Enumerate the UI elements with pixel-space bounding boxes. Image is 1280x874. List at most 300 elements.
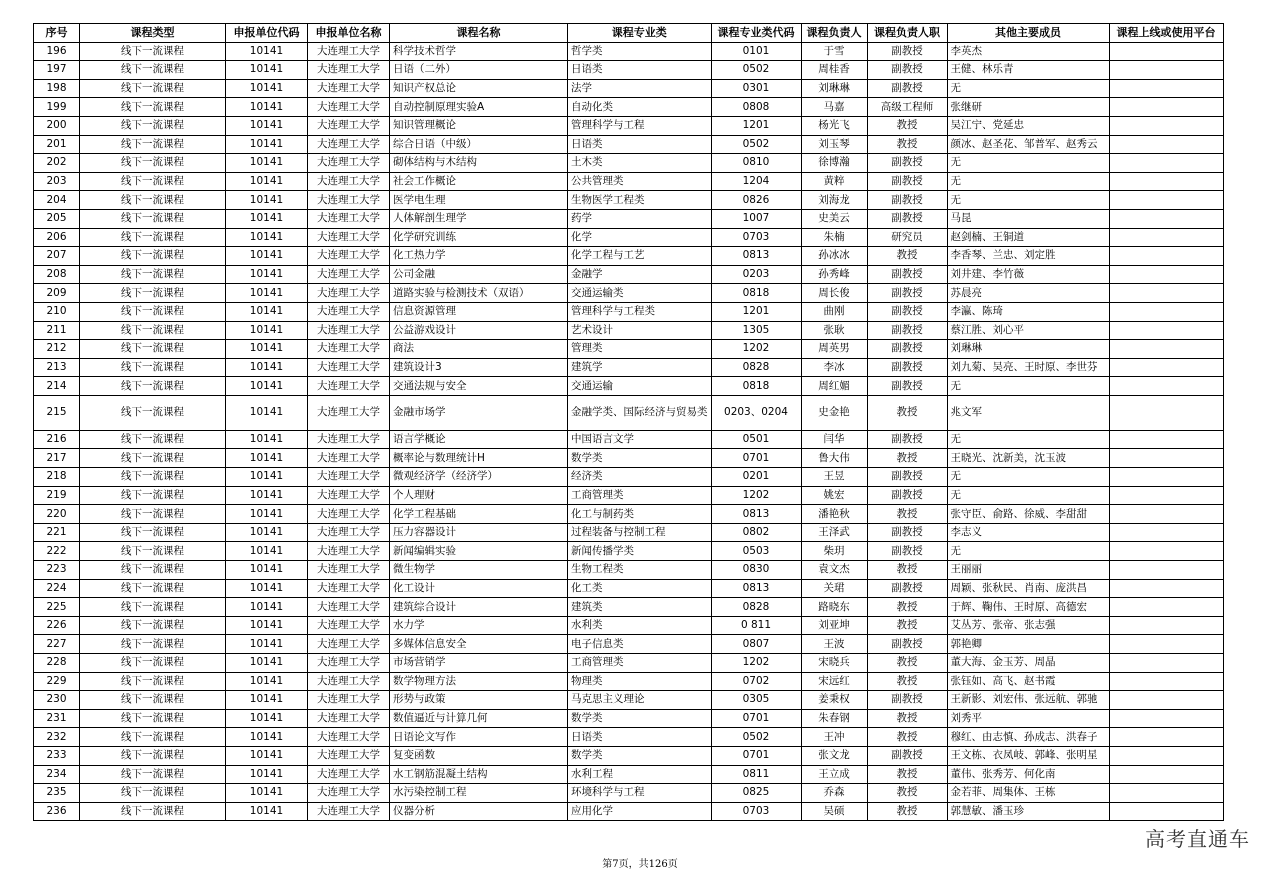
platform-cell [1109, 635, 1223, 654]
course-name-cell: 科学技术哲学 [390, 42, 568, 61]
platform-cell [1109, 61, 1223, 80]
other-members-cell: 苏晨亮 [947, 284, 1109, 303]
other-members-cell: 张守臣、俞路、徐威、李甜甜 [947, 505, 1109, 524]
unit-name-cell: 大连理工大学 [308, 430, 390, 449]
course-category-cell: 交通运输 [568, 377, 712, 396]
course-name-cell: 自动控制原理实验A [390, 98, 568, 117]
course-leader-cell: 宋远红 [801, 672, 867, 691]
other-members-cell: 颜冰、赵圣花、邹普军、赵秀云 [947, 135, 1109, 154]
leader-title-cell: 副教授 [867, 542, 947, 561]
course-category-cell: 建筑学 [568, 358, 712, 377]
unit-code-cell: 10141 [226, 579, 308, 598]
course-leader-cell: 周红媚 [801, 377, 867, 396]
course-type-cell: 线下一流课程 [80, 802, 226, 821]
table-row [34, 616, 1224, 635]
unit-code-cell: 10141 [226, 691, 308, 710]
course-category-cell: 建筑类 [568, 598, 712, 617]
row-number-cell: 198 [34, 79, 80, 98]
course-category-cell: 新闻传播学类 [568, 542, 712, 561]
other-members-cell: 刘井建、李竹薇 [947, 265, 1109, 284]
table-row [34, 302, 1224, 321]
row-number-cell: 220 [34, 505, 80, 524]
table-row [34, 265, 1224, 284]
course-type-cell: 线下一流课程 [80, 321, 226, 340]
category-code-cell: 1202 [711, 340, 801, 359]
row-number-cell: 219 [34, 486, 80, 505]
platform-cell [1109, 284, 1223, 303]
other-members-cell: 无 [947, 191, 1109, 210]
row-number-cell: 230 [34, 691, 80, 710]
other-members-cell: 穆红、由志慎、孙成志、洪春子 [947, 728, 1109, 747]
unit-code-cell: 10141 [226, 209, 308, 228]
row-number-cell: 209 [34, 284, 80, 303]
category-code-cell: 1007 [711, 209, 801, 228]
category-code-cell: 0703 [711, 228, 801, 247]
category-code-cell: 0811 [711, 765, 801, 784]
leader-title-cell: 教授 [867, 616, 947, 635]
row-number-cell: 232 [34, 728, 80, 747]
course-type-cell: 线下一流课程 [80, 265, 226, 284]
leader-title-cell: 副教授 [867, 486, 947, 505]
unit-name-cell: 大连理工大学 [308, 247, 390, 266]
unit-code-cell: 10141 [226, 377, 308, 396]
leader-title-cell: 教授 [867, 765, 947, 784]
other-members-cell: 无 [947, 172, 1109, 191]
unit-name-cell: 大连理工大学 [308, 172, 390, 191]
category-code-cell: 0828 [711, 598, 801, 617]
header-cell: 申报单位名称 [308, 24, 390, 43]
course-type-cell: 线下一流课程 [80, 542, 226, 561]
platform-cell [1109, 802, 1223, 821]
leader-title-cell: 副教授 [867, 321, 947, 340]
other-members-cell: 郭艳卿 [947, 635, 1109, 654]
course-type-cell: 线下一流课程 [80, 135, 226, 154]
leader-title-cell: 教授 [867, 505, 947, 524]
course-category-cell: 工商管理类 [568, 486, 712, 505]
category-code-cell: 0802 [711, 523, 801, 542]
unit-name-cell: 大连理工大学 [308, 616, 390, 635]
course-name-cell: 复变函数 [390, 746, 568, 765]
unit-name-cell: 大连理工大学 [308, 709, 390, 728]
course-type-cell: 线下一流课程 [80, 284, 226, 303]
leader-title-cell: 副教授 [867, 265, 947, 284]
course-leader-cell: 关珺 [801, 579, 867, 598]
unit-name-cell: 大连理工大学 [308, 598, 390, 617]
other-members-cell: 无 [947, 542, 1109, 561]
leader-title-cell: 教授 [867, 135, 947, 154]
course-type-cell: 线下一流课程 [80, 691, 226, 710]
watermark: 高考直通车 [1145, 827, 1250, 851]
platform-cell [1109, 654, 1223, 673]
course-name-cell: 信息资源管理 [390, 302, 568, 321]
leader-title-cell: 教授 [867, 784, 947, 803]
header-cell: 课程负责人职 [867, 24, 947, 43]
course-name-cell: 微生物学 [390, 561, 568, 580]
course-category-cell: 法学 [568, 79, 712, 98]
unit-name-cell: 大连理工大学 [308, 116, 390, 135]
table-row [34, 340, 1224, 359]
course-category-cell: 电子信息类 [568, 635, 712, 654]
course-leader-cell: 刘海龙 [801, 191, 867, 210]
course-category-cell: 艺术设计 [568, 321, 712, 340]
course-type-cell: 线下一流课程 [80, 616, 226, 635]
course-leader-cell: 周长俊 [801, 284, 867, 303]
row-number-cell: 211 [34, 321, 80, 340]
course-type-cell: 线下一流课程 [80, 468, 226, 487]
course-category-cell: 生物医学工程类 [568, 191, 712, 210]
course-name-cell: 水力学 [390, 616, 568, 635]
row-number-cell: 200 [34, 116, 80, 135]
course-name-cell: 道路实验与检测技术（双语） [390, 284, 568, 303]
course-leader-cell: 姚宏 [801, 486, 867, 505]
leader-title-cell: 教授 [867, 116, 947, 135]
row-number-cell: 226 [34, 616, 80, 635]
header-row [34, 24, 1224, 43]
category-code-cell: 0808 [711, 98, 801, 117]
table-row [34, 79, 1224, 98]
category-code-cell: 0305 [711, 691, 801, 710]
table-row [34, 116, 1224, 135]
row-number-cell: 227 [34, 635, 80, 654]
platform-cell [1109, 449, 1223, 468]
platform-cell [1109, 265, 1223, 284]
unit-code-cell: 10141 [226, 598, 308, 617]
header-cell: 课程类型 [80, 24, 226, 43]
unit-code-cell: 10141 [226, 654, 308, 673]
course-category-cell: 管理科学与工程 [568, 116, 712, 135]
table-row [34, 135, 1224, 154]
course-type-cell: 线下一流课程 [80, 523, 226, 542]
platform-cell [1109, 228, 1223, 247]
course-leader-cell: 刘亚坤 [801, 616, 867, 635]
course-leader-cell: 鲁大伟 [801, 449, 867, 468]
unit-name-cell: 大连理工大学 [308, 42, 390, 61]
course-category-cell: 化工类 [568, 579, 712, 598]
leader-title-cell: 副教授 [867, 209, 947, 228]
other-members-cell: 无 [947, 486, 1109, 505]
other-members-cell: 金若菲、周集体、王栋 [947, 784, 1109, 803]
table-row [34, 672, 1224, 691]
unit-code-cell: 10141 [226, 358, 308, 377]
category-code-cell: 0502 [711, 728, 801, 747]
category-code-cell: 0701 [711, 709, 801, 728]
platform-cell [1109, 135, 1223, 154]
category-code-cell: 0813 [711, 247, 801, 266]
platform-cell [1109, 79, 1223, 98]
category-code-cell: 1305 [711, 321, 801, 340]
unit-name-cell: 大连理工大学 [308, 79, 390, 98]
course-name-cell: 压力容器设计 [390, 523, 568, 542]
course-type-cell: 线下一流课程 [80, 505, 226, 524]
unit-name-cell: 大连理工大学 [308, 486, 390, 505]
unit-code-cell: 10141 [226, 340, 308, 359]
course-leader-cell: 于雪 [801, 42, 867, 61]
row-number-cell: 217 [34, 449, 80, 468]
table-row [34, 284, 1224, 303]
row-number-cell: 214 [34, 377, 80, 396]
course-category-cell: 土木类 [568, 154, 712, 173]
table-row [34, 154, 1224, 173]
header-cell: 课程上线或使用平台 [1109, 24, 1223, 43]
other-members-cell: 蔡江胜、刘心平 [947, 321, 1109, 340]
row-number-cell: 231 [34, 709, 80, 728]
row-number-cell: 202 [34, 154, 80, 173]
leader-title-cell: 副教授 [867, 340, 947, 359]
course-name-cell: 社会工作概论 [390, 172, 568, 191]
unit-name-cell: 大连理工大学 [308, 98, 390, 117]
category-code-cell: 0501 [711, 430, 801, 449]
unit-name-cell: 大连理工大学 [308, 377, 390, 396]
course-leader-cell: 王立成 [801, 765, 867, 784]
course-name-cell: 建筑综合设计 [390, 598, 568, 617]
course-type-cell: 线下一流课程 [80, 784, 226, 803]
course-category-cell: 交通运输类 [568, 284, 712, 303]
course-type-cell: 线下一流课程 [80, 377, 226, 396]
course-leader-cell: 周英男 [801, 340, 867, 359]
platform-cell [1109, 377, 1223, 396]
course-type-cell: 线下一流课程 [80, 654, 226, 673]
unit-name-cell: 大连理工大学 [308, 579, 390, 598]
unit-code-cell: 10141 [226, 486, 308, 505]
course-name-cell: 概率论与数理统计H [390, 449, 568, 468]
course-leader-cell: 张文龙 [801, 746, 867, 765]
course-category-cell: 化学 [568, 228, 712, 247]
unit-code-cell: 10141 [226, 61, 308, 80]
leader-title-cell: 副教授 [867, 468, 947, 487]
leader-title-cell: 教授 [867, 802, 947, 821]
platform-cell [1109, 358, 1223, 377]
leader-title-cell: 副教授 [867, 302, 947, 321]
course-category-cell: 公共管理类 [568, 172, 712, 191]
unit-name-cell: 大连理工大学 [308, 728, 390, 747]
table-row [34, 523, 1224, 542]
leader-title-cell: 教授 [867, 728, 947, 747]
platform-cell [1109, 172, 1223, 191]
table-row [34, 321, 1224, 340]
course-category-cell: 中国语言文学 [568, 430, 712, 449]
course-leader-cell: 路晓东 [801, 598, 867, 617]
unit-name-cell: 大连理工大学 [308, 561, 390, 580]
unit-name-cell: 大连理工大学 [308, 395, 390, 430]
course-name-cell: 日语论文写作 [390, 728, 568, 747]
unit-code-cell: 10141 [226, 247, 308, 266]
platform-cell [1109, 728, 1223, 747]
platform-cell [1109, 542, 1223, 561]
table-row [34, 247, 1224, 266]
unit-code-cell: 10141 [226, 395, 308, 430]
table-row [34, 691, 1224, 710]
leader-title-cell: 副教授 [867, 61, 947, 80]
unit-code-cell: 10141 [226, 284, 308, 303]
other-members-cell: 赵剑楠、王铜道 [947, 228, 1109, 247]
course-leader-cell: 王波 [801, 635, 867, 654]
course-leader-cell: 王昱 [801, 468, 867, 487]
course-leader-cell: 马嘉 [801, 98, 867, 117]
platform-cell [1109, 98, 1223, 117]
course-name-cell: 知识产权总论 [390, 79, 568, 98]
course-leader-cell: 周桂香 [801, 61, 867, 80]
unit-code-cell: 10141 [226, 154, 308, 173]
course-type-cell: 线下一流课程 [80, 98, 226, 117]
unit-code-cell: 10141 [226, 191, 308, 210]
category-code-cell: 0702 [711, 672, 801, 691]
leader-title-cell: 副教授 [867, 691, 947, 710]
leader-title-cell: 副教授 [867, 172, 947, 191]
unit-code-cell: 10141 [226, 709, 308, 728]
course-leader-cell: 吴硕 [801, 802, 867, 821]
course-leader-cell: 孙秀峰 [801, 265, 867, 284]
course-name-cell: 化学研究训练 [390, 228, 568, 247]
course-name-cell: 人体解剖生理学 [390, 209, 568, 228]
unit-code-cell: 10141 [226, 616, 308, 635]
course-type-cell: 线下一流课程 [80, 42, 226, 61]
course-name-cell: 公益游戏设计 [390, 321, 568, 340]
course-name-cell: 微观经济学（经济学） [390, 468, 568, 487]
header-cell: 其他主要成员 [947, 24, 1109, 43]
other-members-cell: 王新影、刘宏伟、张远航、郭驰 [947, 691, 1109, 710]
platform-cell [1109, 579, 1223, 598]
platform-cell [1109, 468, 1223, 487]
table-row [34, 228, 1224, 247]
platform-cell [1109, 321, 1223, 340]
unit-code-cell: 10141 [226, 672, 308, 691]
leader-title-cell: 副教授 [867, 579, 947, 598]
platform-cell [1109, 42, 1223, 61]
course-leader-cell: 潘艳秋 [801, 505, 867, 524]
course-type-cell: 线下一流课程 [80, 430, 226, 449]
row-number-cell: 212 [34, 340, 80, 359]
leader-title-cell: 教授 [867, 449, 947, 468]
unit-code-cell: 10141 [226, 765, 308, 784]
other-members-cell: 张继研 [947, 98, 1109, 117]
unit-code-cell: 10141 [226, 135, 308, 154]
row-number-cell: 222 [34, 542, 80, 561]
platform-cell [1109, 672, 1223, 691]
header-cell: 课程负责人 [801, 24, 867, 43]
unit-name-cell: 大连理工大学 [308, 523, 390, 542]
course-name-cell: 砌体结构与木结构 [390, 154, 568, 173]
category-code-cell: 0502 [711, 135, 801, 154]
course-type-cell: 线下一流课程 [80, 247, 226, 266]
category-code-cell: 0201 [711, 468, 801, 487]
other-members-cell: 无 [947, 154, 1109, 173]
category-code-cell: 0807 [711, 635, 801, 654]
category-code-cell: 1202 [711, 654, 801, 673]
platform-cell [1109, 598, 1223, 617]
course-leader-cell: 乔森 [801, 784, 867, 803]
leader-title-cell: 副教授 [867, 635, 947, 654]
table-row [34, 430, 1224, 449]
table-row [34, 561, 1224, 580]
course-leader-cell: 朱春钢 [801, 709, 867, 728]
leader-title-cell: 副教授 [867, 191, 947, 210]
course-leader-cell: 曲刚 [801, 302, 867, 321]
course-category-cell: 药学 [568, 209, 712, 228]
course-leader-cell: 史金艳 [801, 395, 867, 430]
course-name-cell: 商法 [390, 340, 568, 359]
course-leader-cell: 黄粹 [801, 172, 867, 191]
table-row [34, 468, 1224, 487]
header-cell: 课程专业类 [568, 24, 712, 43]
other-members-cell: 李英杰 [947, 42, 1109, 61]
table-row [34, 98, 1224, 117]
row-number-cell: 225 [34, 598, 80, 617]
table-row [34, 802, 1224, 821]
other-members-cell: 刘秀平 [947, 709, 1109, 728]
course-category-cell: 过程装备与控制工程 [568, 523, 712, 542]
course-type-cell: 线下一流课程 [80, 79, 226, 98]
unit-name-cell: 大连理工大学 [308, 746, 390, 765]
other-members-cell: 周颖、张秋民、肖南、庞洪昌 [947, 579, 1109, 598]
course-category-cell: 环境科学与工程 [568, 784, 712, 803]
course-leader-cell: 孙冰冰 [801, 247, 867, 266]
category-code-cell: 0301 [711, 79, 801, 98]
unit-code-cell: 10141 [226, 430, 308, 449]
platform-cell [1109, 616, 1223, 635]
other-members-cell: 无 [947, 79, 1109, 98]
course-leader-cell: 李冰 [801, 358, 867, 377]
unit-code-cell: 10141 [226, 505, 308, 524]
platform-cell [1109, 302, 1223, 321]
leader-title-cell: 教授 [867, 395, 947, 430]
unit-code-cell: 10141 [226, 728, 308, 747]
header-cell: 课程名称 [390, 24, 568, 43]
platform-cell [1109, 505, 1223, 524]
table-row [34, 395, 1224, 430]
unit-code-cell: 10141 [226, 635, 308, 654]
unit-code-cell: 10141 [226, 468, 308, 487]
category-code-cell: 1202 [711, 486, 801, 505]
course-name-cell: 公司金融 [390, 265, 568, 284]
course-type-cell: 线下一流课程 [80, 340, 226, 359]
other-members-cell: 无 [947, 377, 1109, 396]
course-name-cell: 水工钢筋混凝土结构 [390, 765, 568, 784]
category-code-cell: 0 811 [711, 616, 801, 635]
course-category-cell: 金融学类、国际经济与贸易类 [568, 395, 712, 430]
unit-name-cell: 大连理工大学 [308, 135, 390, 154]
course-category-cell: 化学工程与工艺 [568, 247, 712, 266]
unit-code-cell: 10141 [226, 746, 308, 765]
leader-title-cell: 副教授 [867, 42, 947, 61]
row-number-cell: 216 [34, 430, 80, 449]
course-type-cell: 线下一流课程 [80, 746, 226, 765]
unit-name-cell: 大连理工大学 [308, 209, 390, 228]
leader-title-cell: 教授 [867, 672, 947, 691]
unit-name-cell: 大连理工大学 [308, 691, 390, 710]
row-number-cell: 229 [34, 672, 80, 691]
course-leader-cell: 刘琳琳 [801, 79, 867, 98]
course-leader-cell: 姜秉权 [801, 691, 867, 710]
unit-name-cell: 大连理工大学 [308, 284, 390, 303]
course-category-cell: 水利类 [568, 616, 712, 635]
unit-name-cell: 大连理工大学 [308, 321, 390, 340]
category-code-cell: 0828 [711, 358, 801, 377]
course-type-cell: 线下一流课程 [80, 209, 226, 228]
category-code-cell: 0825 [711, 784, 801, 803]
other-members-cell: 董伟、张秀芳、何化南 [947, 765, 1109, 784]
course-type-cell: 线下一流课程 [80, 728, 226, 747]
other-members-cell: 王晓光、沈新美，沈玉波 [947, 449, 1109, 468]
unit-name-cell: 大连理工大学 [308, 765, 390, 784]
unit-code-cell: 10141 [226, 321, 308, 340]
course-category-cell: 物理类 [568, 672, 712, 691]
course-leader-cell: 宋晓兵 [801, 654, 867, 673]
course-leader-cell: 王冲 [801, 728, 867, 747]
course-name-cell: 语言学概论 [390, 430, 568, 449]
other-members-cell: 兆文军 [947, 395, 1109, 430]
other-members-cell: 于辉、鞠伟、王时原、高德宏 [947, 598, 1109, 617]
course-category-cell: 化工与制药类 [568, 505, 712, 524]
